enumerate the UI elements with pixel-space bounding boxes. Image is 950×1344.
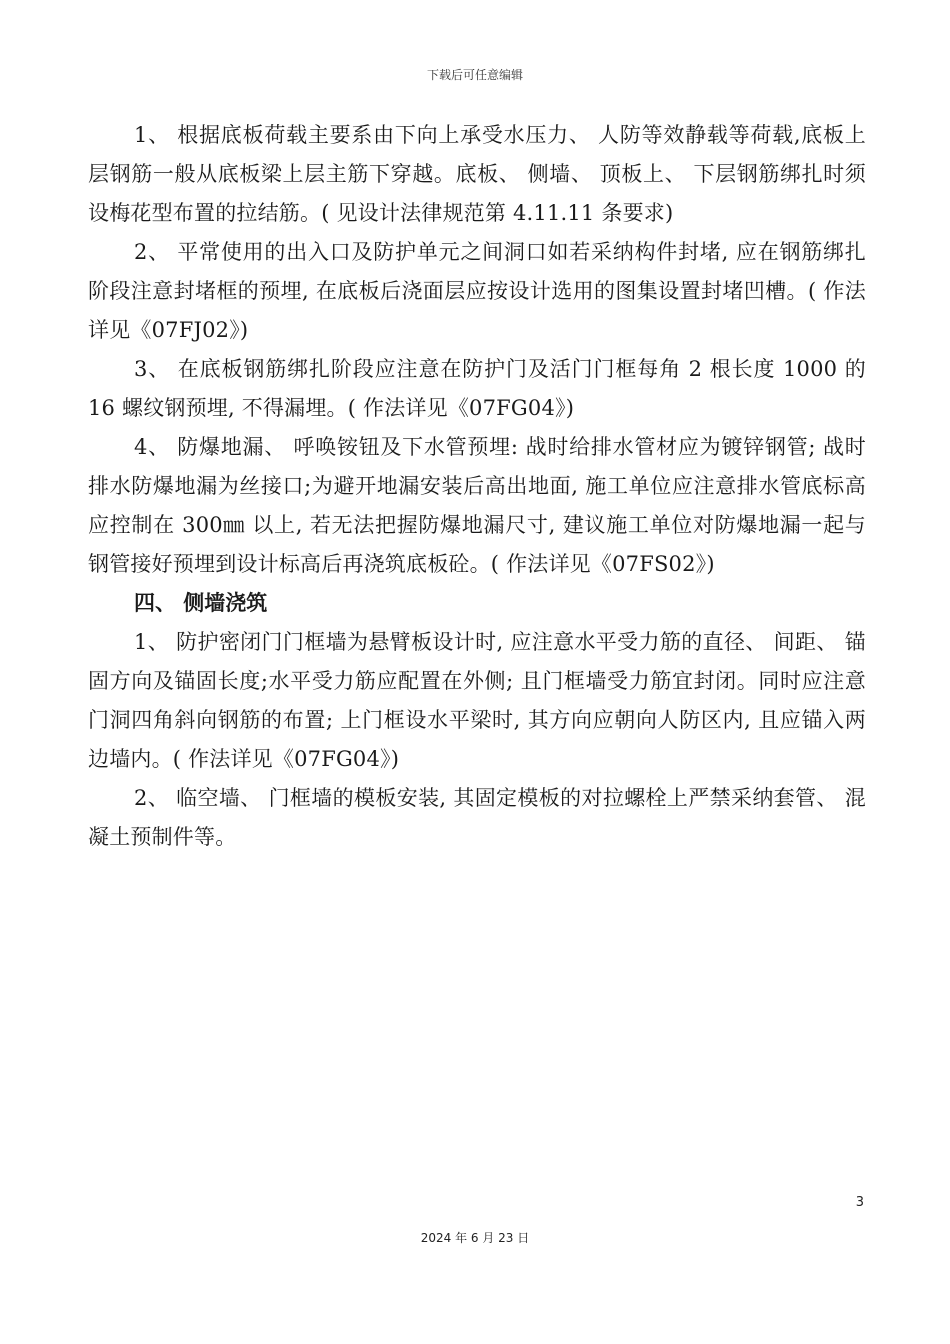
paragraph-4: 4、 防爆地漏、 呼唤铵钮及下水管预埋: 战时给排水管材应为镀锌钢管; 战时排水防爆地漏为丝接口;为避开地漏安装后高出地面, 施工单位应注意排水管底标高应控制在 300㎜ 以上, 若无法把握防爆地漏尺寸, 建议施工单位对防爆地漏一起与钢管接好预埋到设计标高后再浇筑底板砼。( 作法详见《07FS02》)	[88, 435, 866, 576]
page-number: 3	[855, 1195, 864, 1210]
section-paragraph-1: 1、 防护密闭门门框墙为悬臂板设计时, 应注意水平受力筋的直径、 间距、 锚固方向及锚固长度;水平受力筋应配置在外侧; 且门框墙受力筋宜封闭。同时应注意门洞四角斜向钢筋的布置; 上门框设水平梁时, 其方向应朝向人防区内, 且应锚入两边墙内。( 作法详见《07FG04》)	[88, 630, 866, 771]
paragraph-1: 1、 根据底板荷载主要系由下向上承受水压力、 人防等效静载等荷载,底板上层钢筋一般从底板梁上层主筋下穿越。底板、 侧墙、 顶板上、 下层钢筋绑扎时须设梅花型布置的拉结筋。( 见设计法律规范第 4.11.11 条要求)	[88, 123, 866, 225]
paragraph-2: 2、 平常使用的出入口及防护单元之间洞口如若采纳构件封堵, 应在钢筋绑扎阶段注意封堵框的预埋, 在底板后浇面层应按设计选用的图集设置封堵凹槽。( 作法详见《07FJ02》)	[88, 240, 866, 342]
footer-date: 2024 年 6 月 23 日	[420, 1231, 530, 1245]
paragraph-3: 3、 在底板钢筋绑扎阶段应注意在防护门及活门门框每角 2 根长度 1000 的 16 螺纹钢预埋, 不得漏埋。( 作法详见《07FG04》)	[88, 357, 866, 420]
page-header: 下载后可任意编辑	[426, 68, 523, 82]
section-paragraph-2: 2、 临空墙、 门框墙的模板安装, 其固定模板的对拉螺栓上严禁采纳套管、 混凝土预制件等。	[88, 786, 866, 849]
document-body	[88, 116, 866, 857]
section-heading: 四、 侧墙浇筑	[134, 591, 268, 615]
